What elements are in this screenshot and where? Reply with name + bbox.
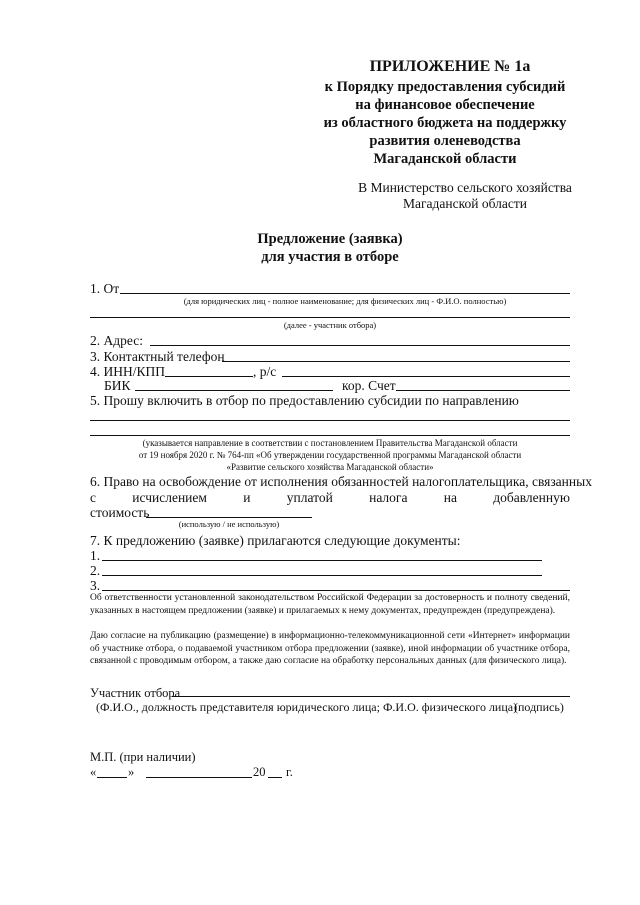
appendix-subtitle-line: Магаданской области [373, 151, 517, 167]
direction-field[interactable] [90, 420, 570, 421]
item7-label: 7. К предложению (заявке) прилагаются следующие документы: [90, 533, 461, 548]
date-year-field[interactable] [268, 777, 282, 778]
item5-hint-line: (указывается направление в соответствии с постановлением Правительства Магаданской области [142, 438, 518, 448]
item5-hint-line: от 19 ноября 2020 г. № 764-пп «Об утверждении государственной программы Магаданской области [138, 450, 522, 460]
item6-word: и [243, 490, 251, 505]
account-field[interactable] [282, 376, 570, 377]
item5-hint [90, 437, 570, 473]
item5-hint-line: «Развитие сельского хозяйства Магаданской области» [226, 462, 434, 472]
from-field[interactable] [120, 293, 570, 294]
item6-word: уплатой [286, 490, 333, 505]
item6-line-2 [90, 490, 570, 506]
item6-word: исчислением [132, 490, 207, 505]
document-field-1[interactable] [102, 560, 542, 561]
date-close-quote: » [128, 765, 135, 779]
name-hint: (Ф.И.О., должность представителя юридического лица; Ф.И.О. физического лица) [96, 700, 518, 714]
from-field-continued[interactable] [90, 317, 570, 318]
bik-label: БИК [104, 378, 131, 393]
appendix-title: ПРИЛОЖЕНИЕ № 1а [369, 58, 531, 75]
date-month-field[interactable] [146, 777, 252, 778]
addressee-line-1: В Министерство сельского хозяйства [358, 180, 572, 195]
item6-word: с [90, 490, 96, 505]
appendix-subtitle-line: на финансовое обеспечение [355, 97, 535, 113]
doc-number: 1. [90, 548, 101, 563]
date-day-field[interactable] [97, 777, 127, 778]
addressee-line-2: Магаданской области [403, 196, 527, 211]
appendix-subtitle-line: развития оленеводства [369, 133, 521, 149]
participant-hint: (далее - участник отбора) [283, 320, 377, 330]
item6-word: на [443, 490, 457, 505]
appendix-subtitle [280, 78, 610, 168]
document-field-2[interactable] [102, 575, 542, 576]
direction-field-2[interactable] [90, 435, 570, 436]
phone-label: 3. Контактный телефон [90, 349, 225, 364]
appendix-subtitle-line: из областного бюджета на поддержку [323, 115, 567, 131]
phone-field[interactable] [222, 361, 570, 362]
document-field-3[interactable] [102, 590, 570, 591]
consent-notice: Даю согласие на публикацию (размещение) в информационно-телекоммуникационной сети «Интернет» информации об участнике отбора, о подаваемой участником отбора предложении (заявке), иной информации об участнике отбора, связанной с проводимым отбором, а также даю согласие на обработку персональных данных (для физического лица). [90, 631, 570, 666]
account-label: , р/с [253, 364, 277, 379]
form-title-line-2: для участия в отборе [261, 249, 399, 265]
bik-field[interactable] [135, 390, 333, 391]
corr-account-field[interactable] [396, 390, 570, 391]
address-field[interactable] [150, 345, 570, 346]
participant-signature-field[interactable] [172, 696, 570, 697]
from-label: 1. От [90, 281, 120, 296]
stamp-label: М.П. (при наличии) [90, 750, 196, 764]
year-prefix: 20 [253, 765, 266, 779]
address-label: 2. Адрес: [90, 333, 143, 348]
signature-hint: (подпись) [514, 700, 564, 714]
year-suffix: г. [286, 765, 293, 779]
inn-field[interactable] [165, 376, 253, 377]
form-title [200, 230, 460, 266]
doc-number: 3. [90, 578, 101, 593]
vat-exemption-field[interactable] [146, 517, 312, 518]
item5-text: 5. Прошу включить в отбор по предоставлению субсидии по направлению [90, 393, 519, 408]
item6-word: налога [369, 490, 408, 505]
from-hint: (для юридических лиц - полное наименование; для физических лиц - Ф.И.О. полностью) [183, 296, 507, 306]
participant-label: Участник отбора [90, 686, 181, 700]
item6-word: добавленную [493, 490, 570, 505]
item6-hint: (использую / не использую) [178, 519, 280, 529]
item6-line-3: стоимость [90, 505, 150, 520]
item6-line-1: 6. Право на освобождение от исполнения обязанностей налогоплательщика, связанных [90, 474, 592, 489]
responsibility-notice: Об ответственности установленной законодательством Российской Федерации за достоверность и полноту сведений, указанных в настоящем предложении (заявке) и прилагаемых к нему документах, предупрежден (предупреждена). [90, 593, 570, 616]
appendix-subtitle-line: к Порядку предоставления субсидий [324, 79, 566, 95]
inn-label: 4. ИНН/КПП [90, 364, 166, 379]
corr-account-label: кор. Счет [342, 378, 396, 393]
form-title-line-1: Предложение (заявка) [257, 231, 403, 247]
doc-number: 2. [90, 563, 101, 578]
date-open-quote: « [90, 765, 97, 779]
addressee [340, 180, 590, 212]
